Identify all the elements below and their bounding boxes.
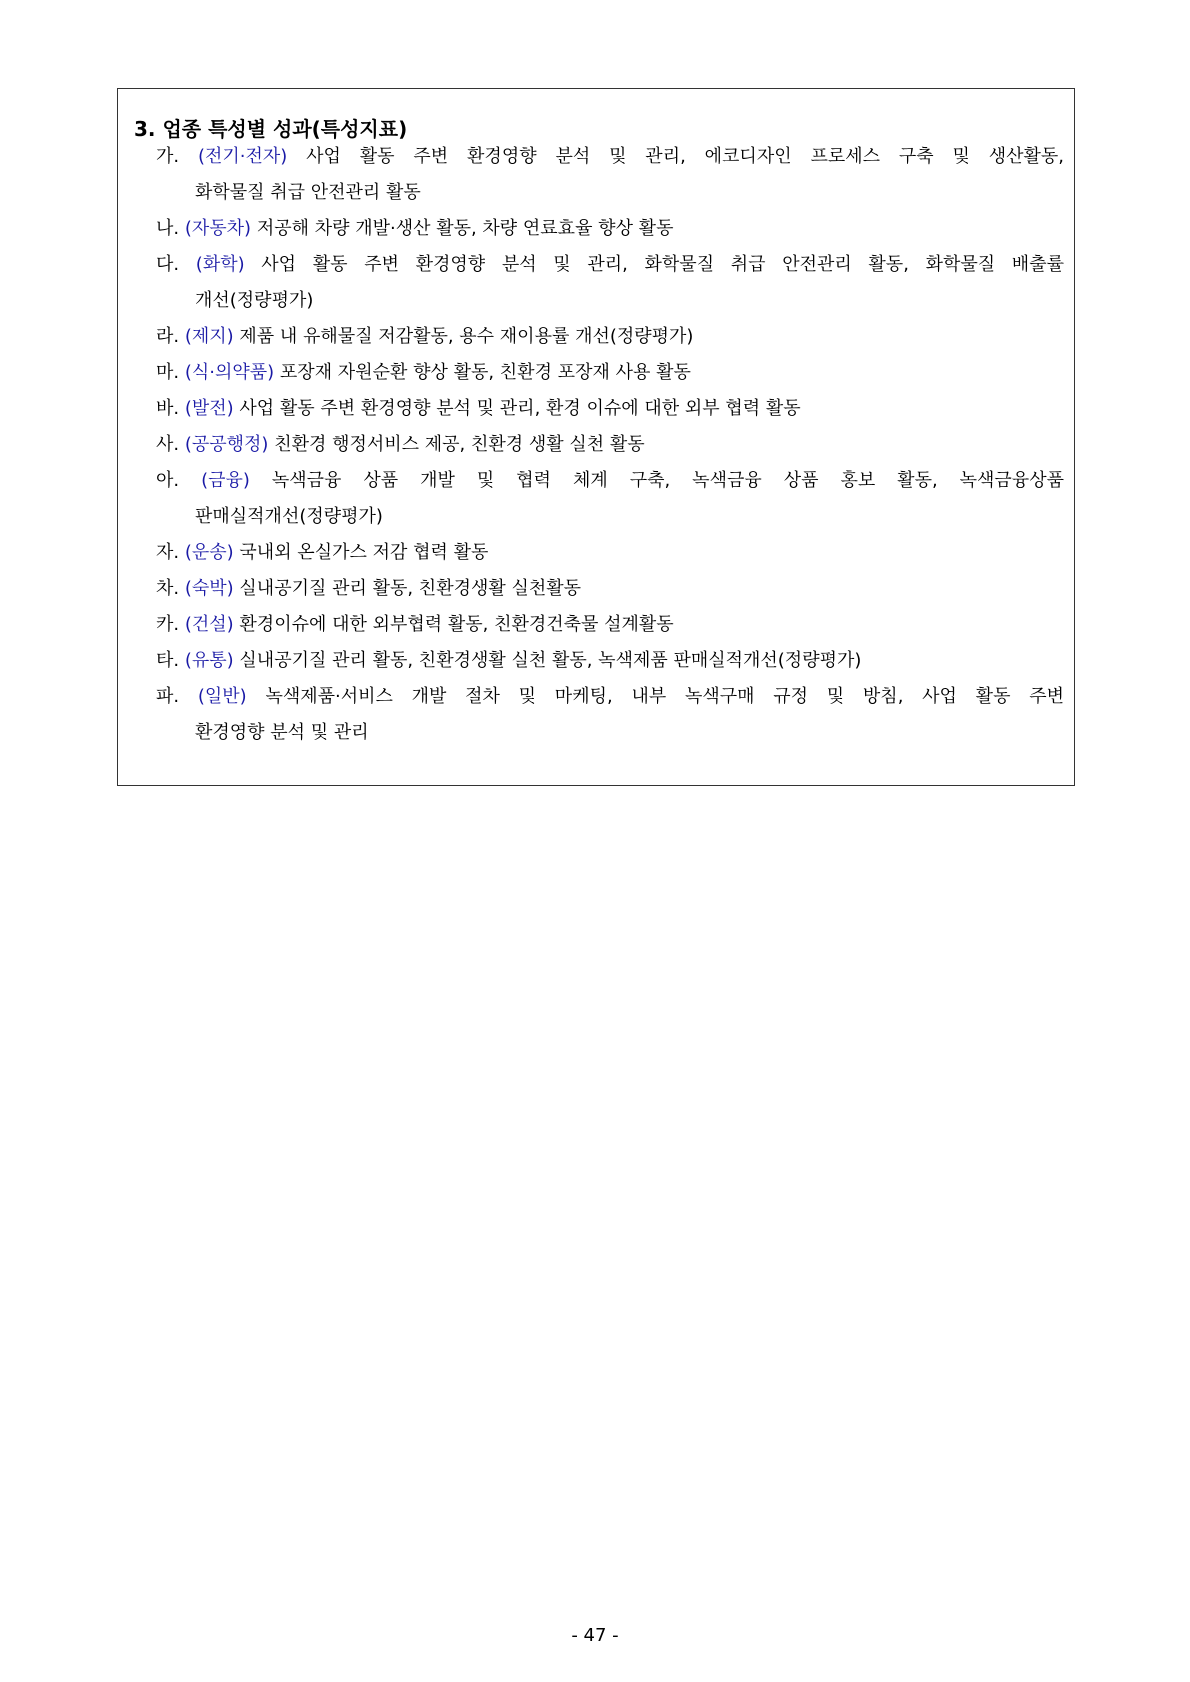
item-text: 녹색제품·서비스 개발 절차 및 마케팅, 내부 녹색구매 규정 및 방침, 사업 활동 주변: [265, 686, 1064, 707]
item-text: 제품 내 유해물질 저감활동, 용수 재이용률 개선(정량평가): [239, 326, 694, 347]
industry-tag: (식·의약품): [184, 362, 275, 383]
list-item: [156, 391, 1064, 427]
list-item: [156, 607, 1064, 643]
item-text: 친환경 행정서비스 제공, 친환경 생활 실천 활동: [274, 434, 645, 455]
item-marker: 다.: [156, 254, 180, 275]
item-text: 환경이슈에 대한 외부협력 활동, 친환경건축물 설계활동: [239, 614, 674, 635]
item-marker: 사.: [156, 434, 180, 455]
item-first-line: [156, 391, 1064, 427]
industry-tag: (유통): [184, 650, 234, 671]
item-first-line: [156, 139, 1064, 175]
item-first-line: [156, 463, 1064, 499]
item-marker: 가.: [156, 146, 180, 167]
industry-tag: (화학): [195, 254, 245, 275]
item-marker: 자.: [156, 542, 180, 563]
industry-tag: (운송): [184, 542, 234, 563]
item-marker: 아.: [156, 470, 180, 491]
item-first-line: [156, 607, 1064, 643]
item-text: 저공해 차량 개발·생산 활동, 차량 연료효율 향상 활동: [256, 218, 674, 239]
list-item: [156, 571, 1064, 607]
list-item: [156, 211, 1064, 247]
item-continuation: 개선(정량평가): [195, 290, 314, 311]
item-text: 국내외 온실가스 저감 협력 활동: [239, 542, 489, 563]
item-first-line: [156, 355, 1064, 391]
item-marker: 라.: [156, 326, 180, 347]
item-continuation: 환경영향 분석 및 관리: [195, 722, 369, 743]
list-item: [156, 355, 1064, 391]
item-first-line: [156, 247, 1064, 283]
item-first-line: [156, 679, 1064, 715]
list-item: [156, 247, 1064, 319]
item-marker: 나.: [156, 218, 180, 239]
industry-tag: (금융): [201, 470, 250, 491]
industry-tag: (자동차): [184, 218, 252, 239]
item-marker: 카.: [156, 614, 180, 635]
item-text: 사업 활동 주변 환경영향 분석 및 관리, 화학물질 취급 안전관리 활동, 화학물질 배출률: [261, 254, 1064, 275]
item-continuation: 판매실적개선(정량평가): [195, 506, 383, 527]
industry-tag: (건설): [184, 614, 234, 635]
industry-tag: (일반): [197, 686, 247, 707]
list-item: [156, 535, 1064, 571]
industry-tag: (공공행정): [184, 434, 269, 455]
section-heading: 3. 업종 특성별 성과(특성지표): [134, 117, 408, 141]
item-first-line: [156, 643, 1064, 679]
industry-tag: (발전): [184, 398, 234, 419]
item-text: 사업 활동 주변 환경영향 분석 및 관리, 환경 이슈에 대한 외부 협력 활동: [239, 398, 801, 419]
item-text: 사업 활동 주변 환경영향 분석 및 관리, 에코디자인 프로세스 구축 및 생산활동,: [306, 146, 1064, 167]
list-item: [156, 139, 1064, 211]
item-marker: 파.: [156, 686, 180, 707]
list-item: [156, 427, 1064, 463]
item-marker: 차.: [156, 578, 180, 599]
list-item: [156, 679, 1064, 751]
item-first-line: [156, 571, 1064, 607]
item-text: 실내공기질 관리 활동, 친환경생활 실천 활동, 녹색제품 판매실적개선(정량평가): [239, 650, 862, 671]
item-first-line: [156, 319, 1064, 355]
item-first-line: [156, 535, 1064, 571]
list-item: [156, 319, 1064, 355]
item-text: 실내공기질 관리 활동, 친환경생활 실천활동: [239, 578, 582, 599]
list-item: [156, 463, 1064, 535]
industry-tag: (숙박): [184, 578, 234, 599]
item-marker: 마.: [156, 362, 180, 383]
content-box: [117, 88, 1075, 786]
item-first-line: [156, 211, 1064, 247]
item-marker: 타.: [156, 650, 180, 671]
item-text: 포장재 자원순환 향상 활동, 친환경 포장재 사용 활동: [279, 362, 691, 383]
list-item: [156, 643, 1064, 679]
item-first-line: [156, 427, 1064, 463]
industry-tag: (전기·전자): [197, 146, 288, 167]
page-number: - 47 -: [571, 1625, 619, 1646]
industry-tag: (제지): [184, 326, 234, 347]
item-continuation: 화학물질 취급 안전관리 활동: [195, 182, 421, 203]
item-text: 녹색금융 상품 개발 및 협력 체계 구축, 녹색금융 상품 홍보 활동, 녹색금융상품: [271, 470, 1064, 491]
item-marker: 바.: [156, 398, 180, 419]
